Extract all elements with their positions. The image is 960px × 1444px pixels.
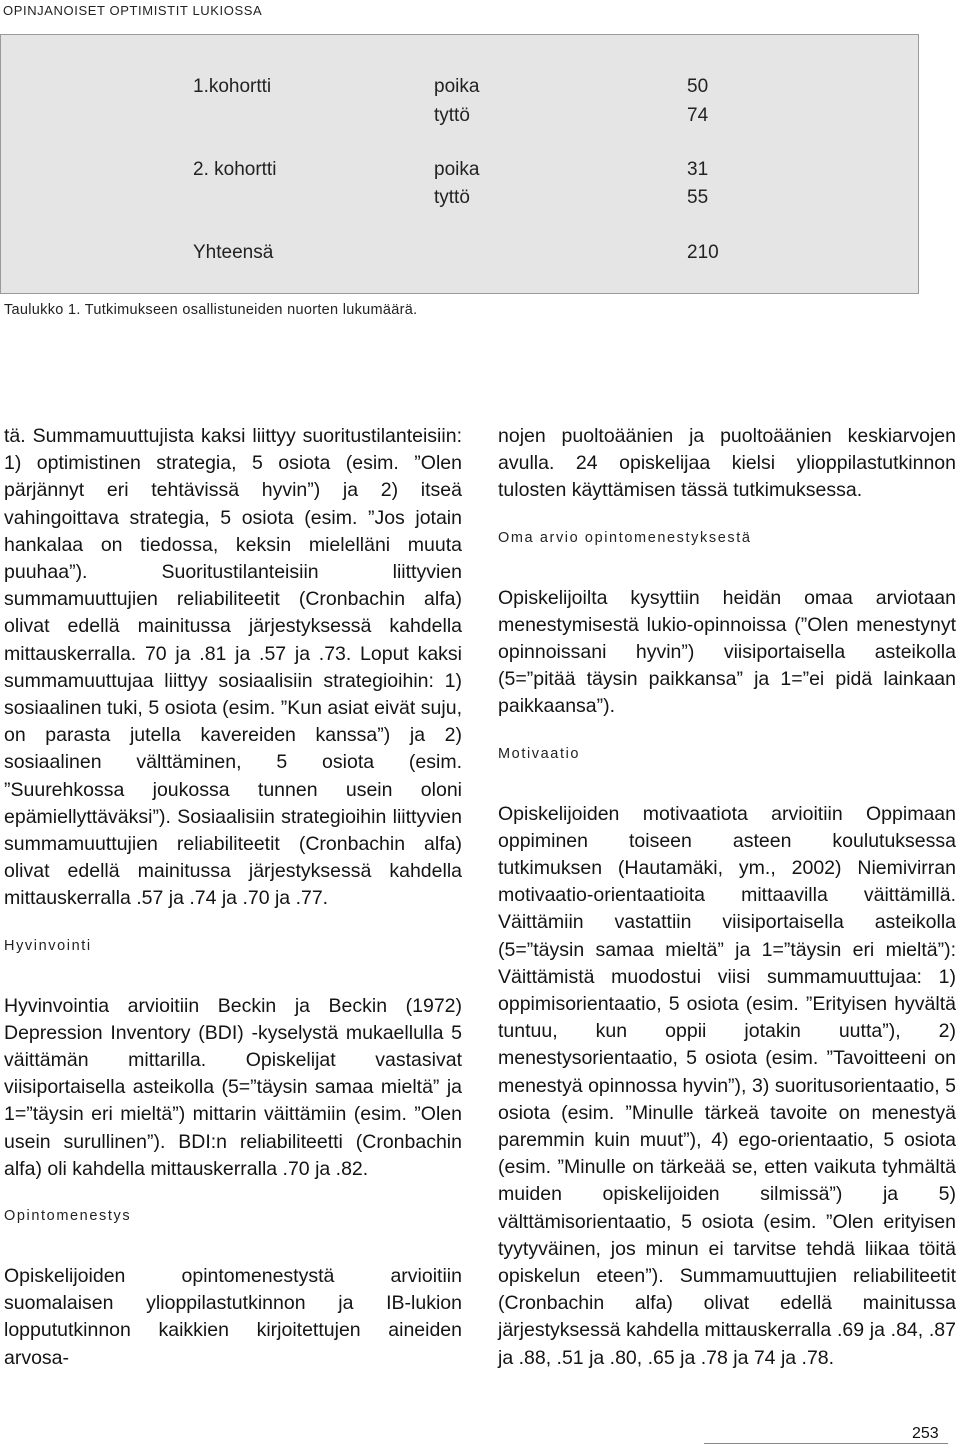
- page-number: 253: [912, 1425, 939, 1442]
- table-cell-gender: tyttö: [434, 187, 470, 208]
- table-cell-total-label: Yhteensä: [193, 242, 274, 263]
- table-caption: Taulukko 1. Tutkimukseen osallistuneiden nuorten lukumäärä.: [4, 302, 418, 318]
- right-column: [498, 423, 956, 1372]
- paragraph-opintomenestys: Opiskelijoiden opintomenestystä arvioitiin suomalaisen ylioppilastutkinnon ja IB-lukion loppututkinnon kaikkien kirjoitettujen aineiden arvosa-: [4, 1265, 462, 1369]
- section-heading-oma-arvio: Oma arvio opintomenestyksestä: [498, 529, 752, 546]
- table-cell-gender: tyttö: [434, 105, 470, 126]
- running-header: OPINJANOISET OPTIMISTIT LUKIOSSA: [3, 3, 263, 18]
- table-cell-count: 55: [687, 187, 709, 208]
- table-cell-count: 50: [687, 76, 709, 97]
- left-column: [4, 423, 462, 1372]
- table-cell-cohort: 2. kohortti: [193, 159, 277, 180]
- paragraph-oma-arvio: Opiskelijoilta kysyttiin heidän omaa arviotaan menestymisestä lukio-opinnoissa (”Olen menestynyt opinnoissani hyvin”) viisiportaisella asteikolla (5=”pitää täysin paikkansa” ja 1=”ei pidä lainkaan paikkaansa”).: [498, 586, 956, 718]
- section-heading-opintomenestys: Opintomenestys: [4, 1208, 132, 1225]
- table-cell-gender: poika: [434, 159, 480, 180]
- table-cell-gender: poika: [434, 76, 480, 97]
- paragraph-strategies: tä. Summamuuttujista kaksi liittyy suoritustilanteisiin: 1) optimistinen strategia, 5 osiota (esim. ”Olen pärjännyt eri tehtävissä hyvin”) ja 2) itseä vahingoittava strategia, 5 osiota (esim. ”Jos jotain hankalaa on tiedossa, keksin mielelläni muuta puuhaa”). Suoritustilanteisiin liittyvien summamuuttujien reliabiliteetit (Cronbachin alfa) olivat edellä mainitussa järjestyksessä kahdella mittauskerralla. 70 ja .81 ja .57 ja .73. Loput kaksi summamuuttujaa liittyy sosiaalisiin strategioihin: 1) sosiaalinen tuki, 5 osiota (esim. ”Kun asiat eivät suju, on parasta jutella kavereiden kanssa”) ja 2) sosiaalinen välttäminen, 5 osiota (esim. ”Suurehkossa joukossa tunnen usein oloni epämiellyttäväksi”). Sosiaalisiin strategioihin liittyvien summamuuttujien reliabiliteetit (Cronbachin alfa) olivat edellä mainitussa järjestyksessä kahdella mittauskerralla .57 ja .74 ja .70 ja .77.: [4, 425, 462, 910]
- participants-table: [0, 34, 919, 294]
- table-cell-cohort: 1.kohortti: [193, 76, 272, 97]
- paragraph-arvosanat: nojen puoltoäänien ja puoltoäänien keskiarvojen avulla. 24 opiskelijaa kielsi ylioppilastutkinnon tulosten käyttämisen tässä tutkimuksessa.: [498, 425, 956, 502]
- paragraph-motivaatio: Opiskelijoiden motivaatiota arvioitiin Oppimaan oppiminen toiseen asteen koulutuksessa tutkimuksen (Hautamäki, ym., 2002) Niemivirran motivaatio-orientaatioita mittaavilla väittämillä. Väittämiin vastattiin viisiportaisella asteikolla (5=”täysin samaa mieltä” ja 1=”täysin eri mieltä”): Väittämistä muodostui viisi summamuuttujaa: 1) oppimisorientaatio, 5 osiota (esim. ”Erityisen hyvältä tuntuu, kun oppii jotakin uutta”), 2) menestysorientaatio, 5 osiota (esim. ”Tavoitteeni on menestyä opinnossa hyvin”), 3) suoritusorientaatio, 5 osiota (esim. ”Minulle tärkeä tavoite on menestyä paremmin kuin muut”), 4) ego-orientaatio, 5 osiota (esim. ”Minulle on tärkeää se, etten vaikuta tyhmältä muiden opiskelijoiden silmissä”) ja 5) välttämisorientaatio, 5 osiota (esim. ”Olen erityisen tyytyväinen, jos minun ei tarvitse tehdä liikaa töitä opiskelun eteen”). Summamuuttujien reliabiliteetit (Cronbachin alfa) olivat edellä mainitussa järjestyksessä kahdella mittauskerralla .69 ja .84, .87 ja .88, .51 ja .80, .65 ja .78 ja 74 ja .78.: [498, 802, 956, 1369]
- table-cell-count: 74: [687, 105, 709, 126]
- section-heading-motivaatio: Motivaatio: [498, 745, 581, 762]
- paragraph-hyvinvointi: Hyvinvointia arvioitiin Beckin ja Beckin (1972) Depression Inventory (BDI) -kyselystä mukaellulla 5 väittämän mittarilla. Opiskelijat vastasivat viisiportaisella asteikolla (5=”täysin samaa mieltä” ja 1=”täysin eri mieltä”) mittarin väittämiin (esim. ”Olen usein surullinen”). BDI:n reliabiliteetti (Cronbachin alfa) oli kahdella mittauskerralla .70 ja .82.: [4, 994, 462, 1180]
- table-cell-total-count: 210: [687, 242, 719, 263]
- section-heading-hyvinvointi: Hyvinvointi: [4, 937, 92, 954]
- table-cell-count: 31: [687, 159, 709, 180]
